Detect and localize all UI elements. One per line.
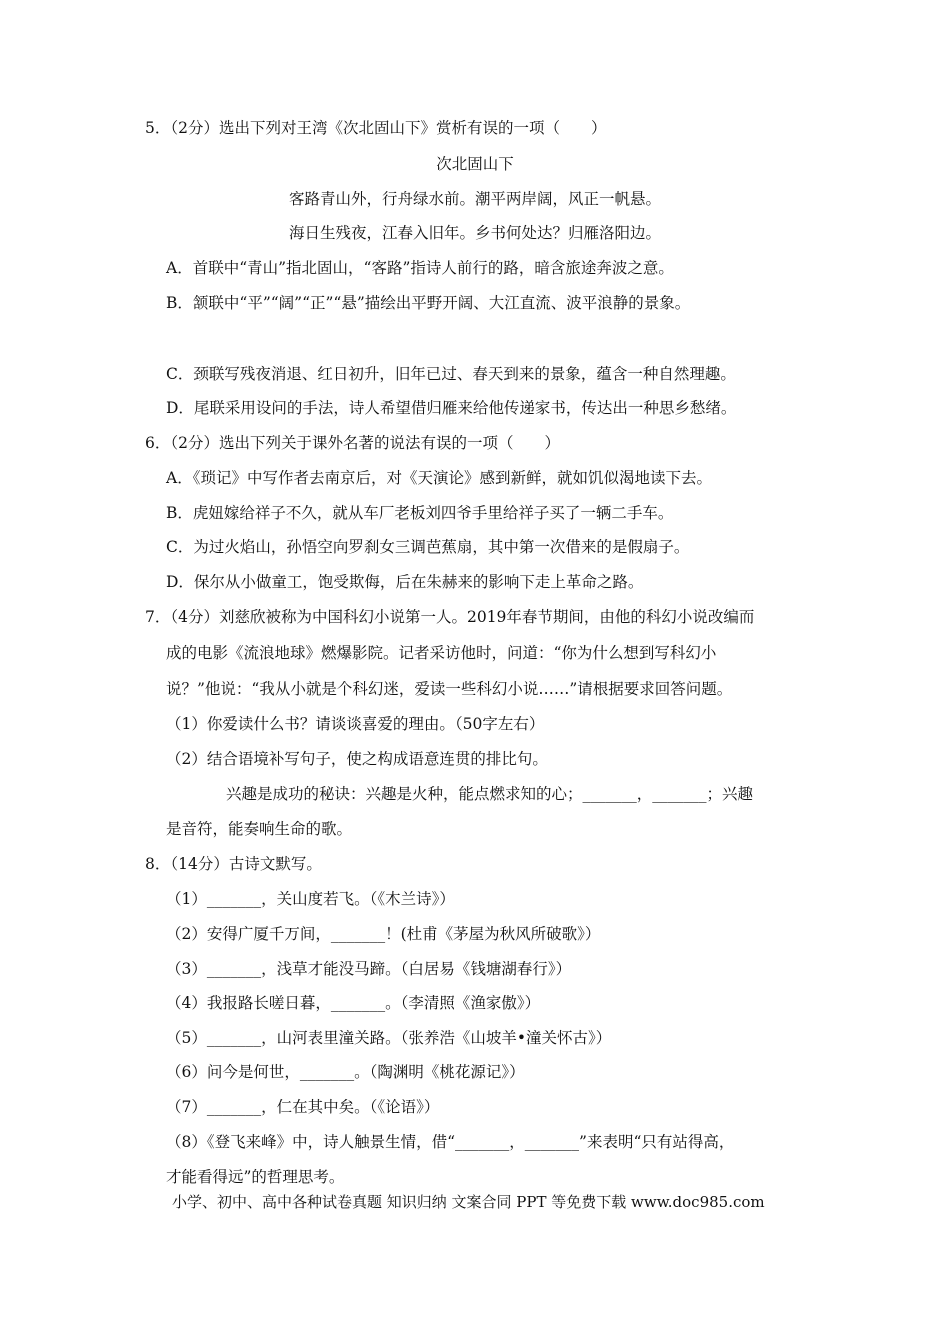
q6-option-a: A．《琐记》中写作者去南京后，对《天演论》感到新鲜，就如饥似渴地读下去。 bbox=[166, 469, 712, 487]
q8-item-2: （2）安得广厦千万间，_______！(杜甫《茅屋为秋风所破歌》） bbox=[166, 925, 601, 943]
q8-item-1: （1）_______，关山度若飞。（《木兰诗》） bbox=[166, 890, 455, 908]
q6-stem: 6．（2分）选出下列关于课外名著的说法有误的一项（ ） bbox=[145, 434, 560, 452]
q5-option-b: B．颔联中“平”“阔”“正”“悬”描绘出平野开阔、大江直流、波平浪静的景象。 bbox=[166, 294, 691, 312]
q8-stem: 8．（14分）古诗文默写。 bbox=[145, 855, 322, 873]
page-footer: 小学、初中、高中各种试卷真题 知识归纳 文案合同 PPT 等免费下载 www.doc985.com bbox=[172, 1193, 765, 1211]
q8-item-5: （5）_______，山河表里潼关路。（张养浩《山坡羊•潼关怀古》） bbox=[166, 1029, 612, 1047]
q5-poem-title: 次北固山下 bbox=[436, 155, 514, 173]
q5-option-a: A．首联中“青山”指北固山，“客路”指诗人前行的路，暗含旅途奔波之意。 bbox=[166, 259, 674, 277]
q8-item-6: （6）问今是何世，_______。（陶渊明《桃花源记》） bbox=[166, 1063, 525, 1081]
q7-sub-2-line-2: 是音符，能奏响生命的歌。 bbox=[166, 820, 353, 838]
q7-line-1: 7．（4分）刘慈欣被称为中国科幻小说第一人。2019年春节期间，由他的科幻小说改编而 bbox=[145, 608, 755, 626]
q7-sub-2-line-1: 兴趣是成功的秘诀：兴趣是火种，能点燃求知的心；_______，_______；兴趣 bbox=[226, 785, 754, 803]
q5-option-d: D．尾联采用设问的手法，诗人希望借归雁来给他传递家书，传达出一种思乡愁绪。 bbox=[166, 399, 737, 417]
q6-option-c: C．为过火焰山，孙悟空向罗刹女三调芭蕉扇，其中第一次借来的是假扇子。 bbox=[166, 538, 690, 556]
q7-line-2: 成的电影《流浪地球》燃爆影院。记者采访他时，问道：“你为什么想到写科幻小 bbox=[166, 644, 717, 662]
q5-poem-line-1: 客路青山外，行舟绿水前。潮平两岸阔，风正一帆悬。 bbox=[288, 190, 661, 208]
q6-option-b: B．虎妞嫁给祥子不久，就从车厂老板刘四爷手里给祥子买了一辆二手车。 bbox=[166, 504, 674, 522]
q7-line-3: 说？”他说：“我从小就是个科幻迷，爱读一些科幻小说……”请根据要求回答问题。 bbox=[166, 680, 733, 698]
q8-item-8-line-2: 才能看得远”的哲理思考。 bbox=[166, 1168, 345, 1186]
q6-option-d: D．保尔从小做童工，饱受欺侮，后在朱赫来的影响下走上革命之路。 bbox=[166, 573, 644, 591]
q5-stem: 5．（2分）选出下列对王湾《次北固山下》赏析有误的一项（ ） bbox=[145, 119, 607, 137]
q8-item-7: （7）_______，仁在其中矣。（《论语》） bbox=[166, 1098, 440, 1116]
q5-option-c: C．颈联写残夜消退、红日初升，旧年已过、春天到来的景象，蕴含一种自然理趣。 bbox=[166, 365, 736, 383]
q7-sub-1: （1）你爱读什么书？请谈谈喜爱的理由。（50字左右） bbox=[166, 715, 545, 733]
q7-sub-2: （2）结合语境补写句子，使之构成语意连贯的排比句。 bbox=[166, 750, 548, 768]
q8-item-3: （3）_______，浅草才能没马蹄。（白居易《钱塘湖春行》） bbox=[166, 960, 572, 978]
q5-poem-line-2: 海日生残夜，江春入旧年。乡书何处达？归雁洛阳边。 bbox=[288, 224, 661, 242]
q8-item-4: （4）我报路长嗟日暮，_______。（李清照《渔家傲》） bbox=[166, 994, 541, 1012]
q8-item-8-line-1: （8）《登飞来峰》中，诗人触景生情，借“_______，_______”来表明“只有站得高， bbox=[166, 1133, 735, 1151]
